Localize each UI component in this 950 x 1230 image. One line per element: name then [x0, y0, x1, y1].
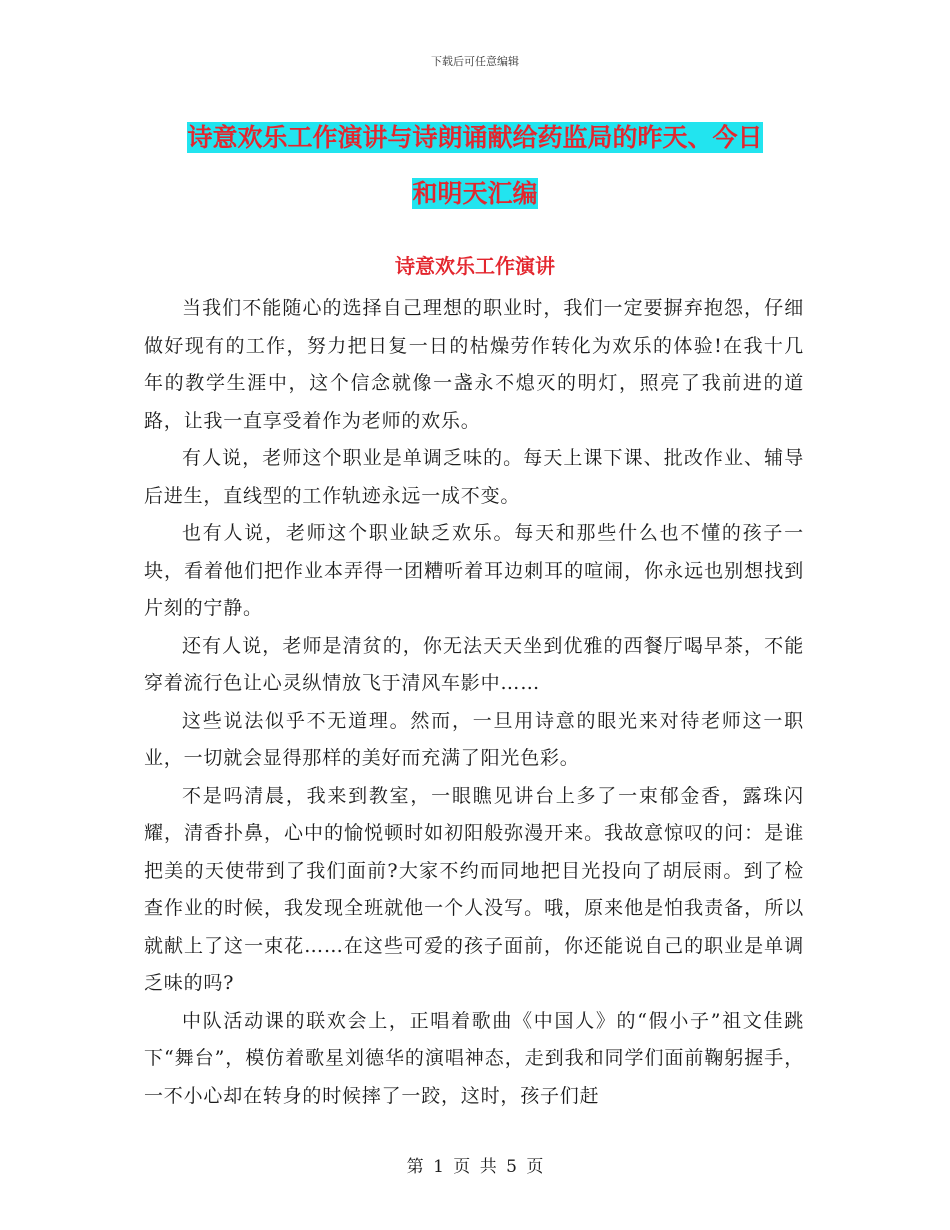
- document-title-line-2: 和明天汇编: [412, 179, 538, 208]
- paragraph: 这些说法似乎不无道理。然而，一旦用诗意的眼光来对待老师这一职业，一切就会显得那样的美好而充满了阳光色彩。: [144, 709, 804, 769]
- document-body: [144, 290, 804, 1115]
- section-title: 诗意欢乐工作演讲: [395, 254, 555, 278]
- header-note: 下载后可任意编辑: [431, 55, 519, 68]
- paragraph: 中队活动课的联欢会上，正唱着歌曲《中国人》的“假小子”祖文佳跳下“舞台”，模仿着歌星刘德华的演唱神态，走到我和同学们面前鞠躬握手，一不小心却在转身的时候摔了一跤，这时，孩子们赶: [144, 1009, 804, 1107]
- paragraph: 当我们不能随心的选择自己理想的职业时，我们一定要摒弃抱怨，仔细做好现有的工作，努力把日复一日的枯燥劳作转化为欢乐的体验!在我十几年的教学生涯中，这个信念就像一盏永不熄灭的明灯，照亮了我前进的道路，让我一直享受着作为老师的欢乐。: [144, 297, 804, 432]
- document-title: [150, 110, 800, 222]
- paragraph: 有人说，老师这个职业是单调乏味的。每天上课下课、批改作业、辅导后进生，直线型的工作轨迹永远一成不变。: [144, 447, 804, 507]
- paragraph: 还有人说，老师是清贫的，你无法天天坐到优雅的西餐厅喝早茶，不能穿着流行色让心灵纵情放飞于清风车影中……: [144, 634, 804, 694]
- document-title-line-1: 诗意欢乐工作演讲与诗朗诵献给药监局的昨天、今日: [187, 123, 763, 152]
- paragraph: 也有人说，老师这个职业缺乏欢乐。每天和那些什么也不懂的孩子一块，看着他们把作业本弄得一团糟听着耳边刺耳的喧闹，你永远也别想找到片刻的宁静。: [144, 522, 804, 619]
- paragraph: 不是吗清晨，我来到教室，一眼瞧见讲台上多了一束郁金香，露珠闪耀，清香扑鼻，心中的愉悦顿时如初阳般弥漫开来。我故意惊叹的问：是谁把美的天使带到了我们面前?大家不约而同地把目光投向了胡辰雨。到了检查作业的时候，我发现全班就他一个人没写。哦，原来他是怕我责备，所以就献上了这一束花……在这些可爱的孩子面前，你还能说自己的职业是单调乏味的吗?: [144, 784, 804, 994]
- page-number-footer: 第 1 页 共 5 页: [406, 1157, 544, 1177]
